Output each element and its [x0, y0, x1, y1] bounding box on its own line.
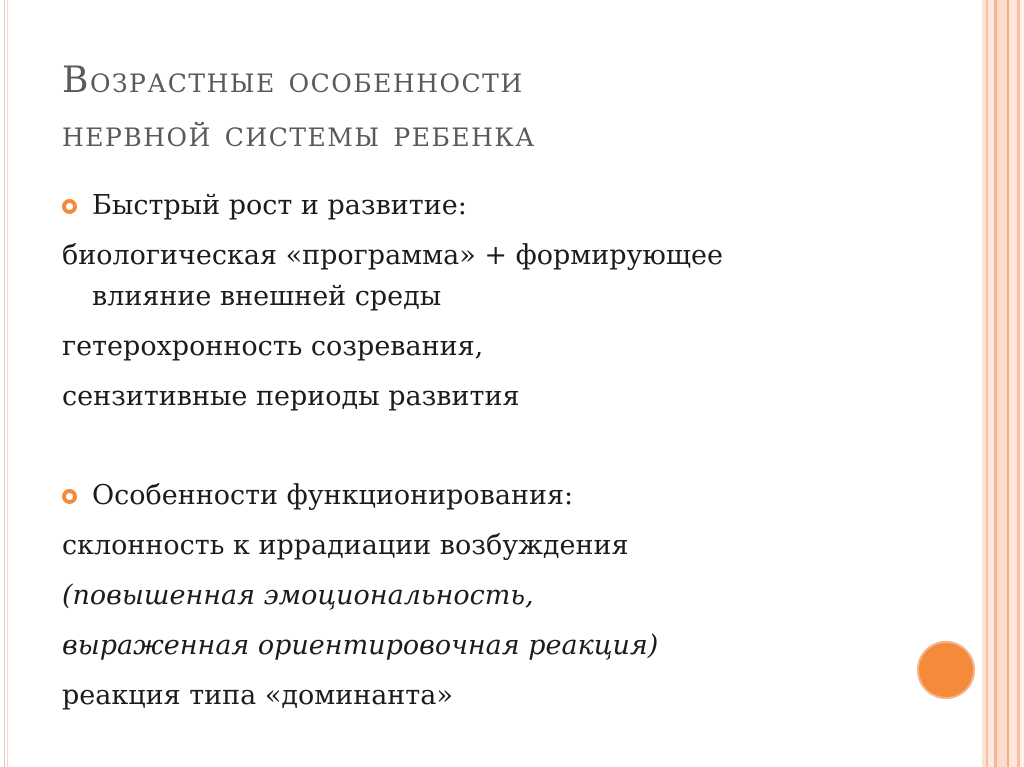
body-line-italic: (повышенная эмоциональность,: [62, 580, 534, 611]
body-line: биологическая «программа» + формирующее: [62, 240, 723, 271]
body-line: сензитивные периоды развития: [62, 381, 520, 412]
right-stripe-9: [1020, 0, 1024, 767]
body-line: гетерохронность созревания,: [62, 331, 484, 362]
orange-circle-decoration: [917, 641, 975, 699]
title-line-2: нервной системы ребенка: [62, 114, 536, 155]
body-line: склонность к иррадиации возбуждения: [62, 530, 629, 561]
body-line: реакция типа «доминанта»: [62, 680, 453, 711]
bullet-heading: Особенности функционирования:: [92, 480, 574, 511]
body-line: влияние внешней среды: [92, 281, 442, 312]
title-line-1: Возрастные особенности: [62, 60, 524, 101]
right-stripe-7: [1009, 0, 1017, 767]
orange-ring-bullet-icon: [62, 489, 77, 504]
bullet-heading: Быстрый рост и развитие:: [92, 190, 467, 221]
right-stripe-5: [997, 0, 1007, 767]
orange-ring-bullet-icon: [62, 199, 77, 214]
body-line-italic: выраженная ориентировочная реакция): [62, 630, 659, 661]
